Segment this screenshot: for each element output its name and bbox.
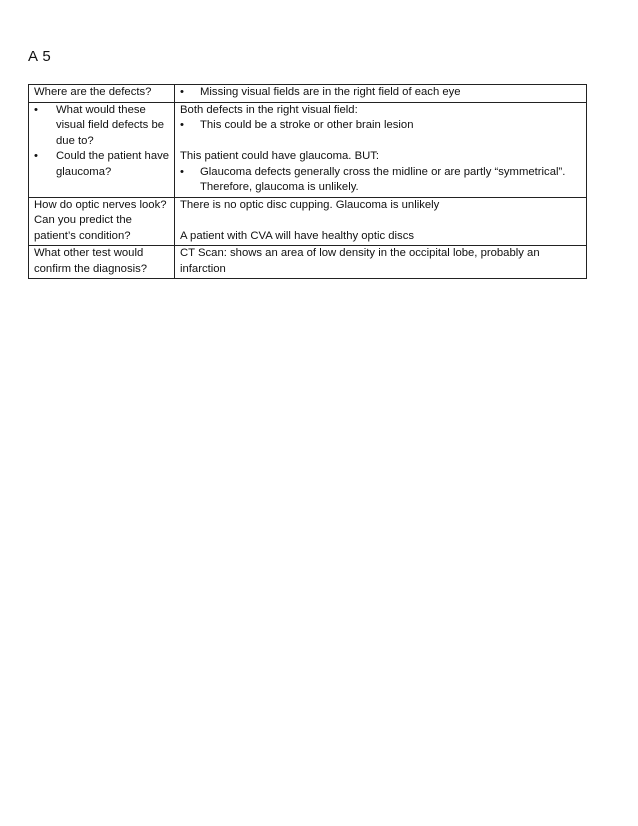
table-row <box>29 246 587 279</box>
question-cell <box>29 85 175 103</box>
spacer <box>180 213 582 229</box>
answer-cell <box>175 246 587 279</box>
answer-text: CT Scan: shows an area of low density in the occipital lobe, probably an infarction <box>180 247 540 275</box>
question-text: How do optic nerves look? <box>34 198 167 211</box>
answer-cell <box>175 85 587 103</box>
page-heading: A 5 <box>28 48 52 65</box>
table-row <box>29 197 587 246</box>
question-text: Where are the defects? <box>34 86 152 98</box>
answer-bullet <box>180 85 582 101</box>
question-text: What other test would confirm the diagnosis? <box>34 247 148 275</box>
answer-bullet-text: Missing visual fields are in the right field of each eye <box>200 86 461 98</box>
question-bullet-text: Could the patient have glaucoma? <box>56 150 170 178</box>
question-bullet <box>34 103 170 150</box>
spacer <box>180 134 582 150</box>
bullet-icon: • <box>180 86 184 98</box>
bullet-icon: • <box>180 119 184 131</box>
answer-cell <box>175 102 587 197</box>
answer-bullet-text: This could be a stroke or other brain lesion <box>200 119 414 131</box>
answer-bullet <box>180 118 582 134</box>
question-text: Can you predict the patient’s condition? <box>34 214 132 242</box>
answer-bullet <box>180 165 582 196</box>
table-row <box>29 102 587 197</box>
bullet-icon: • <box>180 165 184 178</box>
bullet-icon: • <box>34 103 38 116</box>
question-cell <box>29 197 175 246</box>
question-answer-table <box>28 84 587 279</box>
answer-text: There is no optic disc cupping. Glaucoma is unlikely <box>180 198 440 211</box>
answer-text: This patient could have glaucoma. BUT: <box>180 150 380 162</box>
answer-bullet-text: Glaucoma defects generally cross the midline or are partly “symmetrical”. Therefore, glaucoma is unlikely. <box>200 165 566 193</box>
answer-text: Both defects in the right visual field: <box>180 103 358 116</box>
question-cell <box>29 102 175 197</box>
question-cell <box>29 246 175 279</box>
answer-text: A patient with CVA will have healthy optic discs <box>180 229 415 242</box>
question-bullet-text: What would these visual field defects be due to? <box>56 103 165 147</box>
question-bullet <box>34 149 170 180</box>
table-row <box>29 85 587 103</box>
bullet-icon: • <box>34 150 38 162</box>
answer-cell <box>175 197 587 246</box>
